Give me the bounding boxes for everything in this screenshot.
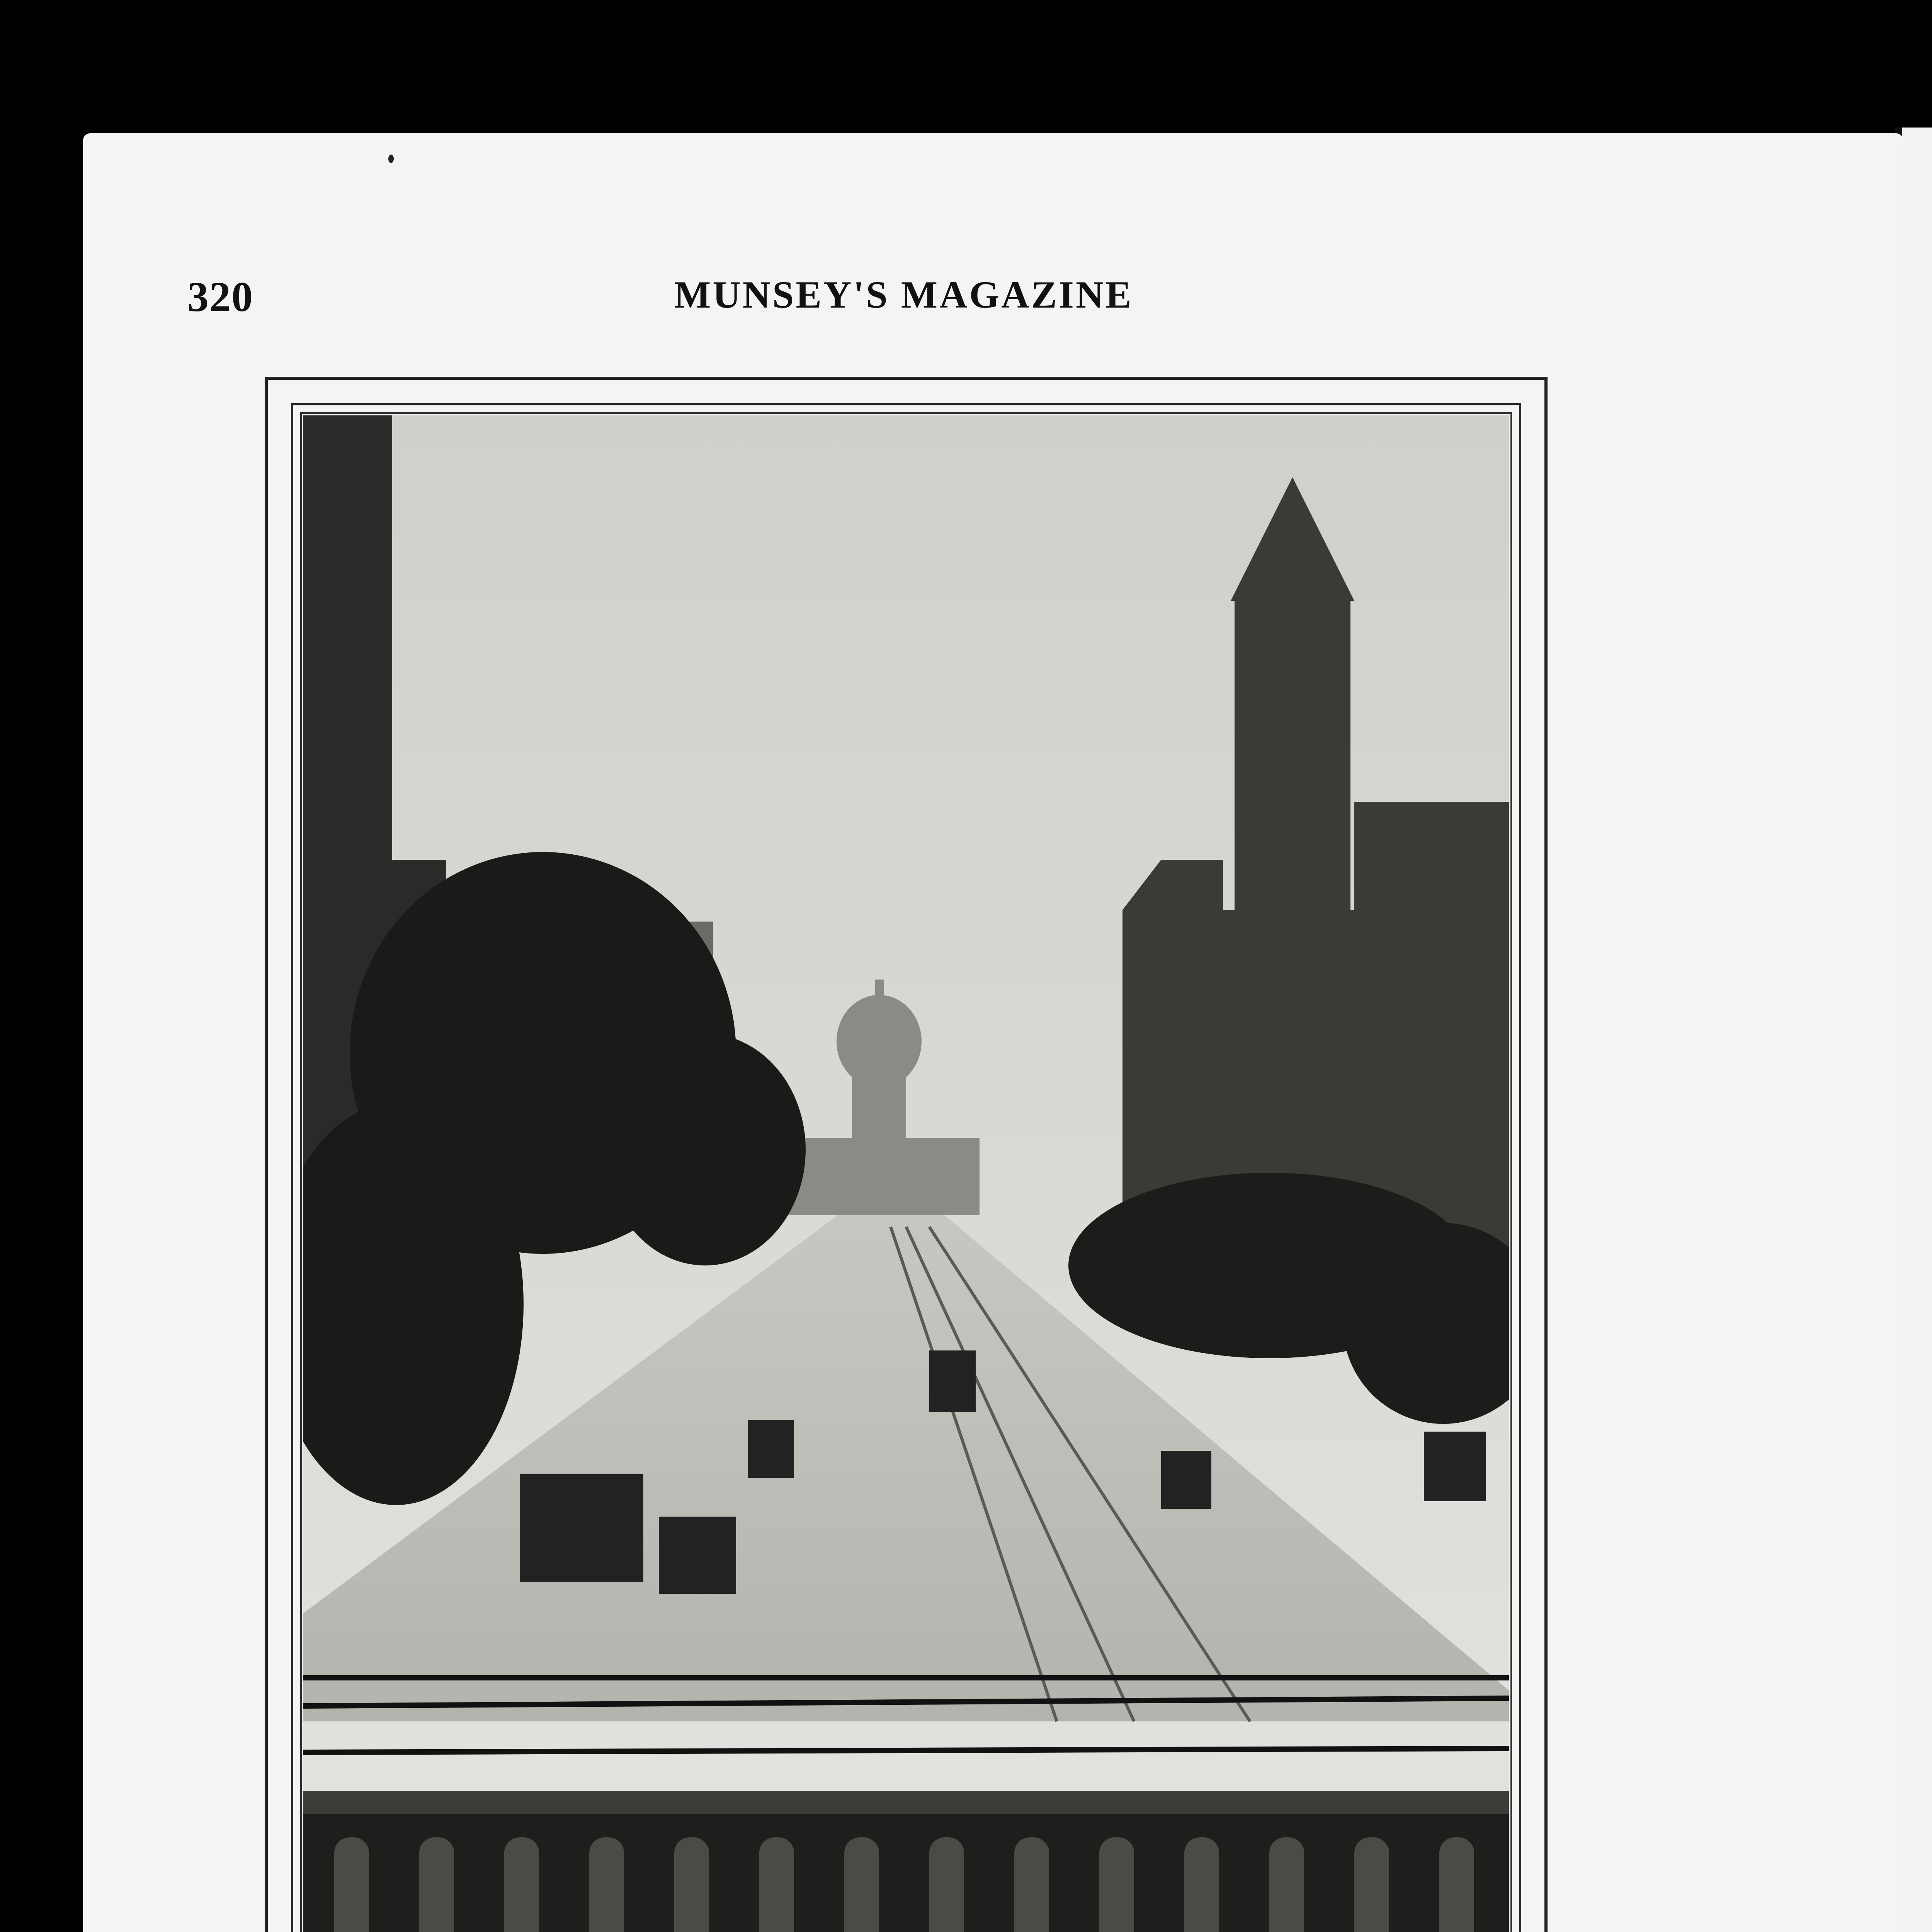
street-photograph — [303, 415, 1509, 1932]
page-number: 320 — [187, 273, 253, 320]
photograph-illustration — [303, 415, 1509, 1932]
page-header — [83, 272, 1903, 330]
photo-frame — [265, 377, 1548, 1932]
railing-posts — [303, 1675, 1509, 1680]
magazine-page — [83, 133, 1903, 1932]
scan-speck — [388, 155, 394, 163]
balustrade-rail — [303, 1791, 1509, 1814]
running-head: MUNSEY'S MAGAZINE — [674, 273, 1133, 316]
